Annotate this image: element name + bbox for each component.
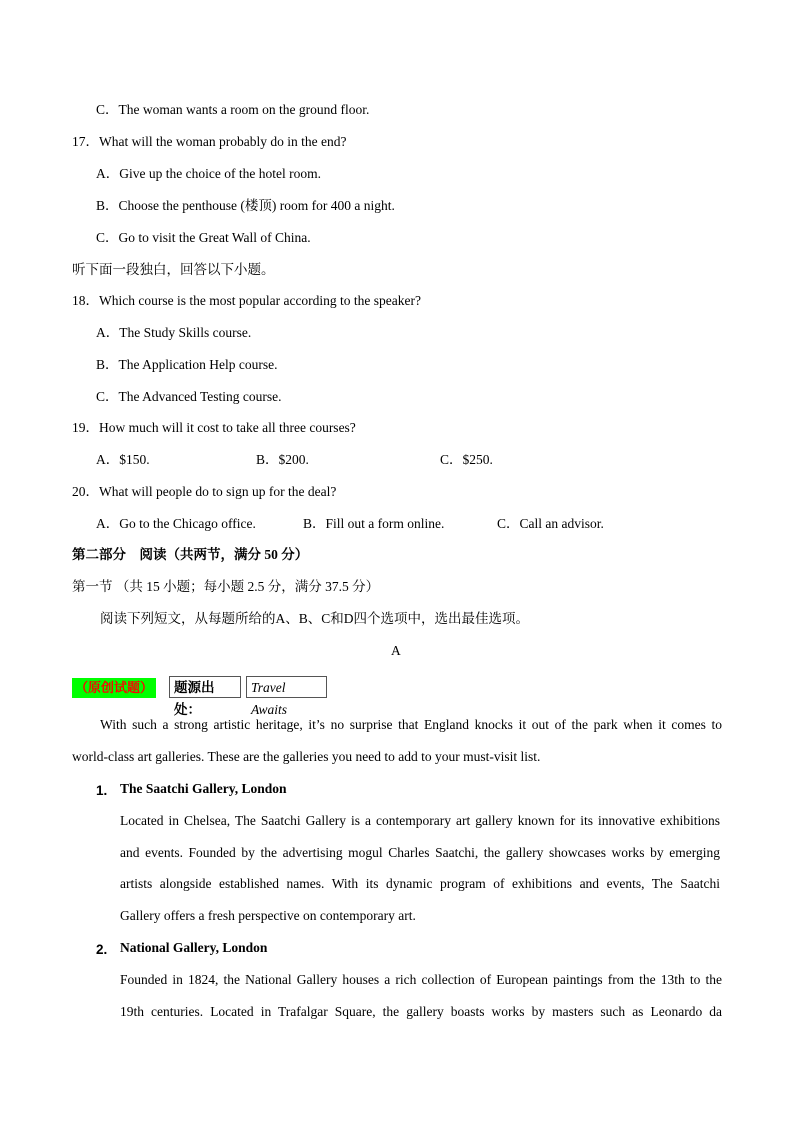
passage-label: A <box>391 643 401 658</box>
q17-option-b: B．Choose the penthouse (楼顶) room for 400 a night. <box>96 198 395 213</box>
original-question-tag: （原创试题） <box>72 678 156 698</box>
q17-question: 17．What will the woman probably do in the end? <box>72 134 347 149</box>
q17-option-c: C．Go to visit the Great Wall of China. <box>96 230 311 245</box>
item-1-line-4: Gallery offers a fresh perspective on contemporary art. <box>120 908 416 923</box>
source-title: Travel Awaits <box>246 676 327 698</box>
q19-option-b: B．$200. <box>256 452 309 467</box>
part2-instruction: 阅读下列短文，从每题所给的A、B、C和D四个选项中，选出最佳选项。 <box>100 611 530 626</box>
intro-line-1: With such a strong artistic heritage, it’s no surprise that England knocks it out of the park when it comes to <box>100 717 722 732</box>
q20-option-a: A．Go to the Chicago office. <box>96 516 256 531</box>
q17-option-a: A．Give up the choice of the hotel room. <box>96 166 321 181</box>
part2-heading: 第二部分 阅读（共两节，满分 50 分） <box>72 547 309 562</box>
q18-question: 18．Which course is the most popular according to the speaker? <box>72 293 422 308</box>
item-1-title: The Saatchi Gallery, London <box>120 781 287 796</box>
monologue-instruction: 听下面一段独白，回答以下小题。 <box>72 262 275 277</box>
q16-option-c: C．The woman wants a room on the ground floor. <box>96 102 370 117</box>
item-2-line-2: 19th centuries. Located in Trafalgar Square, the gallery boasts works by masters such as Leonardo da <box>120 1004 722 1019</box>
item-1-line-2: and events. Founded by the advertising mogul Charles Saatchi, the gallery showcases works by emerging <box>120 845 720 860</box>
item-2-number: 2. <box>96 942 108 957</box>
q19-option-a: A．$150. <box>96 452 150 467</box>
q18-option-a: A．The Study Skills course. <box>96 325 252 340</box>
source-label: 题源出处： <box>169 676 241 698</box>
q18-option-c: C．The Advanced Testing course. <box>96 389 282 404</box>
q19-question: 19．How much will it cost to take all three courses? <box>72 420 356 435</box>
q18-option-b: B．The Application Help course. <box>96 357 278 372</box>
item-2-title: National Gallery, London <box>120 940 268 955</box>
intro-line-2: world-class art galleries. These are the galleries you need to add to your must-visit list. <box>72 749 541 764</box>
part2-section1: 第一节 （共 15 小题；每小题 2.5 分，满分 37.5 分） <box>72 579 380 594</box>
item-1-number: 1. <box>96 783 108 798</box>
q20-question: 20．What will people do to sign up for the deal? <box>72 484 337 499</box>
q19-option-c: C．$250. <box>440 452 493 467</box>
item-1-line-3: artists alongside established names. With its dynamic program of exhibitions and events, The Saatchi <box>120 876 720 891</box>
q20-option-c: C．Call an advisor. <box>497 516 604 531</box>
q20-option-b: B．Fill out a form online. <box>303 516 445 531</box>
item-1-line-1: Located in Chelsea, The Saatchi Gallery is a contemporary art gallery known for its innovative exhibitions <box>120 813 720 828</box>
item-2-line-1: Founded in 1824, the National Gallery houses a rich collection of European paintings from the 13th to the <box>120 972 722 987</box>
